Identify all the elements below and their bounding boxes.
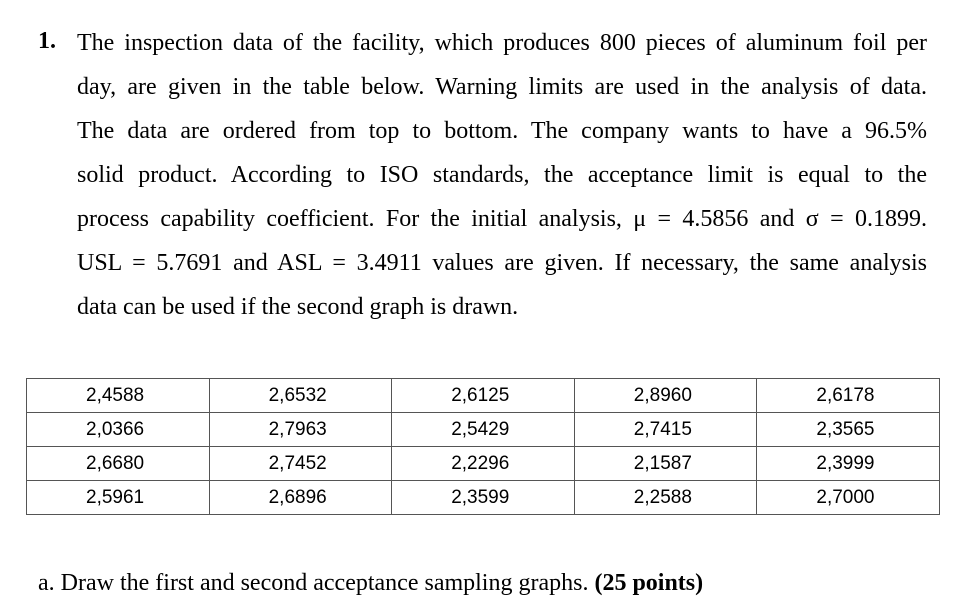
table-cell: 2,3999 bbox=[757, 447, 940, 481]
table-cell: 2,8960 bbox=[574, 379, 757, 413]
table-cell: 2,3565 bbox=[757, 413, 940, 447]
table-cell: 2,6178 bbox=[757, 379, 940, 413]
question-line-7: data can be used if the second graph is drawn. bbox=[77, 294, 519, 320]
inspection-data-table bbox=[26, 378, 940, 515]
table-cell: 2,1587 bbox=[574, 447, 757, 481]
table-cell: 2,7452 bbox=[209, 447, 392, 481]
table-cell: 2,7963 bbox=[209, 413, 392, 447]
table-cell: 2,2296 bbox=[392, 447, 575, 481]
table-cell: 2,2588 bbox=[574, 481, 757, 515]
table-cell: 2,4588 bbox=[27, 379, 210, 413]
table-cell: 2,6680 bbox=[27, 447, 210, 481]
table-row bbox=[27, 447, 940, 481]
table-row bbox=[27, 379, 940, 413]
table-cell: 2,7000 bbox=[757, 481, 940, 515]
task-text: a. Draw the first and second acceptance sampling graphs. bbox=[38, 570, 589, 596]
question-line-4: solid product. According to ISO standards, the acceptance limit is equal to the bbox=[77, 162, 927, 188]
table-cell: 2,3599 bbox=[392, 481, 575, 515]
task-a bbox=[38, 568, 703, 598]
question-line-1: The inspection data of the facility, which produces 800 pieces of aluminum foil per bbox=[77, 30, 927, 56]
table-cell: 2,7415 bbox=[574, 413, 757, 447]
table-cell: 2,6896 bbox=[209, 481, 392, 515]
table-row bbox=[27, 413, 940, 447]
question-line-2: day, are given in the table below. Warning limits are used in the analysis of data. bbox=[77, 74, 927, 100]
table-cell: 2,5429 bbox=[392, 413, 575, 447]
question-number: 1. bbox=[38, 28, 56, 54]
task-points: (25 points) bbox=[594, 570, 704, 596]
question-line-6: USL = 5.7691 and ASL = 3.4911 values are given. If necessary, the same analysis bbox=[77, 250, 927, 276]
table-cell: 2,6125 bbox=[392, 379, 575, 413]
table-row bbox=[27, 481, 940, 515]
table-cell: 2,6532 bbox=[209, 379, 392, 413]
question-line-3: The data are ordered from top to bottom. The company wants to have a 96.5% bbox=[77, 118, 927, 144]
table-cell: 2,5961 bbox=[27, 481, 210, 515]
table-cell: 2,0366 bbox=[27, 413, 210, 447]
question-line-5: process capability coefficient. For the initial analysis, μ = 4.5856 and σ = 0.1899. bbox=[77, 206, 927, 232]
